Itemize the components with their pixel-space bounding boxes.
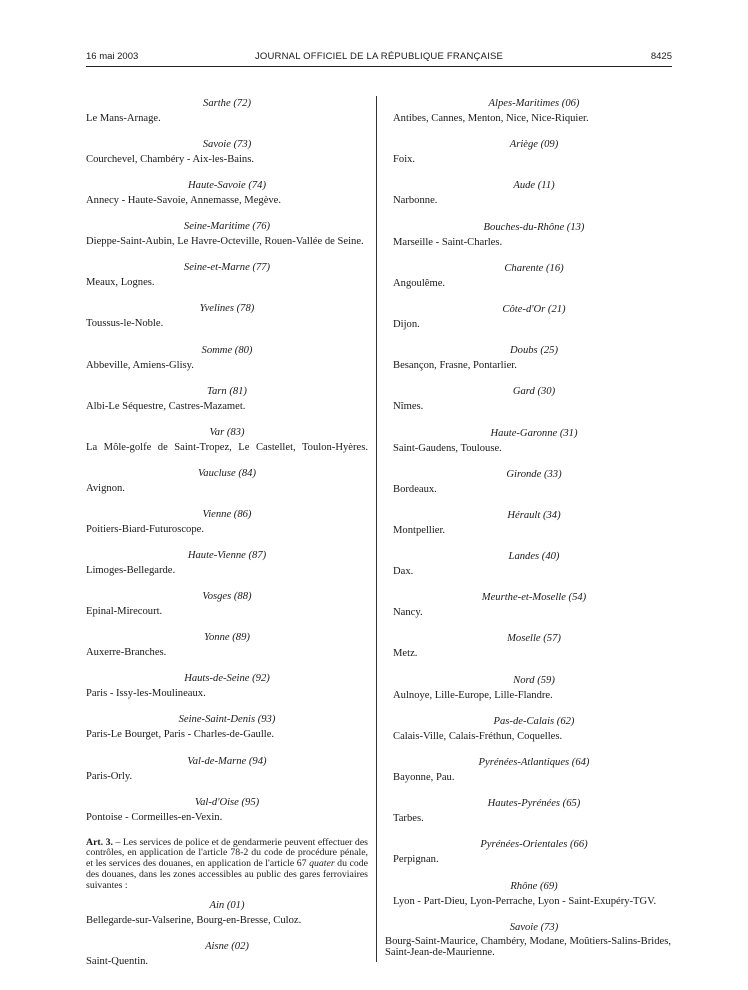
department-entry bbox=[393, 262, 675, 303]
department-entry bbox=[86, 940, 368, 981]
department-heading: Savoie (73) bbox=[509, 921, 559, 933]
station-list: Bourg-Saint-Maurice, Chambéry, Modane, Moûtiers-Salins-Brides, Saint-Jean-de-Maurienne. bbox=[385, 935, 671, 958]
department-heading: Côte-d'Or (21) bbox=[502, 303, 566, 315]
column-divider bbox=[376, 96, 377, 962]
station-list: Nîmes. bbox=[393, 401, 424, 413]
department-entry bbox=[393, 138, 675, 179]
department-entry bbox=[393, 344, 675, 385]
department-entry bbox=[86, 549, 368, 590]
station-list: Dieppe-Saint-Aubin, Le Havre-Octeville, Rouen-Vallée de Seine. bbox=[86, 236, 364, 248]
department-entry bbox=[393, 221, 675, 262]
department-heading: Charente (16) bbox=[504, 262, 564, 274]
left-entries-after bbox=[86, 899, 368, 981]
station-list: Calais-Ville, Calais-Fréthun, Coquelles. bbox=[393, 730, 563, 742]
station-list: Montpellier. bbox=[393, 524, 446, 536]
department-heading: Aisne (02) bbox=[205, 940, 249, 952]
department-entry bbox=[86, 302, 368, 343]
station-list: Saint-Gaudens, Toulouse. bbox=[393, 442, 502, 454]
department-entry bbox=[393, 179, 675, 220]
station-list: Paris-Le Bourget, Paris - Charles-de-Gaulle. bbox=[86, 729, 275, 741]
department-heading: Vienne (86) bbox=[202, 508, 252, 520]
department-entry bbox=[393, 427, 675, 468]
department-heading: Vosges (88) bbox=[202, 591, 252, 603]
station-list: Le Mans-Arnage. bbox=[86, 113, 161, 124]
station-list: Annecy - Haute-Savoie, Annemasse, Megève. bbox=[86, 195, 282, 207]
station-list: Bordeaux. bbox=[393, 483, 437, 495]
department-heading: Seine-Maritime (76) bbox=[183, 221, 271, 233]
department-heading: Tarn (81) bbox=[207, 385, 247, 397]
department-entry bbox=[86, 755, 368, 796]
department-entry bbox=[86, 385, 368, 426]
station-list: Saint-Quentin. bbox=[86, 955, 149, 967]
article-label: Art. 3. bbox=[86, 836, 113, 848]
department-entry bbox=[393, 97, 675, 138]
department-entry bbox=[86, 796, 368, 837]
department-entry bbox=[385, 921, 675, 962]
department-heading: Vaucluse (84) bbox=[198, 467, 256, 479]
department-entry bbox=[86, 508, 368, 549]
station-list: Tarbes. bbox=[393, 813, 424, 825]
station-list: La Môle-golfe de Saint-Tropez, Le Castellet, Toulon-Hyères. bbox=[86, 441, 368, 453]
department-heading: Moselle (57) bbox=[507, 633, 561, 645]
department-heading: Val-de-Marne (94) bbox=[187, 755, 267, 767]
station-list: Paris-Orly. bbox=[86, 770, 133, 782]
article-3 bbox=[86, 838, 368, 891]
department-heading: Seine-et-Marne (77) bbox=[183, 262, 271, 274]
department-entry bbox=[86, 590, 368, 631]
department-heading: Pas-de-Calais (62) bbox=[493, 715, 575, 727]
station-list: Bayonne, Pau. bbox=[393, 772, 455, 783]
department-entry bbox=[393, 880, 675, 921]
header-date: 16 mai 2003 bbox=[86, 51, 139, 62]
department-heading: Aude (11) bbox=[513, 180, 555, 192]
department-heading: Ain (01) bbox=[209, 899, 245, 911]
department-entry bbox=[86, 220, 368, 261]
header-page-number: 8425 bbox=[650, 51, 672, 62]
station-list: Paris - Issy-les-Moulineaux. bbox=[86, 688, 206, 700]
department-heading: Var (83) bbox=[209, 426, 245, 438]
department-heading: Hérault (34) bbox=[507, 509, 561, 521]
department-heading: Somme (80) bbox=[201, 344, 253, 356]
department-heading: Doubs (25) bbox=[510, 345, 558, 357]
department-heading: Rhône (69) bbox=[510, 880, 558, 892]
page-header bbox=[86, 51, 672, 65]
left-column bbox=[86, 97, 368, 981]
department-entry bbox=[86, 467, 368, 508]
station-list: Bellegarde-sur-Valserine, Bourg-en-Bresse, Culoz. bbox=[86, 914, 302, 926]
department-entry bbox=[393, 468, 675, 509]
department-heading: Bouches-du-Rhône (13) bbox=[483, 221, 585, 233]
department-heading: Ariège (09) bbox=[509, 139, 559, 151]
department-entry bbox=[86, 261, 368, 302]
department-heading: Haute-Garonne (31) bbox=[490, 427, 578, 439]
department-heading: Hauts-de-Seine (92) bbox=[184, 673, 270, 685]
header-divider bbox=[86, 66, 672, 67]
station-list: Lyon - Part-Dieu, Lyon-Perrache, Lyon - Saint-Exupéry-TGV. bbox=[393, 895, 657, 907]
station-list: Angoulême. bbox=[393, 277, 446, 289]
department-heading: Gard (30) bbox=[512, 386, 556, 398]
station-list: Toussus-le-Noble. bbox=[86, 318, 164, 330]
article-text-italic: quater bbox=[309, 858, 335, 870]
department-entry bbox=[393, 838, 675, 879]
station-list: Aulnoye, Lille-Europe, Lille-Flandre. bbox=[393, 689, 553, 701]
station-list: Perpignan. bbox=[393, 854, 439, 866]
station-list: Auxerre-Branches. bbox=[86, 647, 167, 659]
station-list: Albi-Le Séquestre, Castres-Mazamet. bbox=[86, 400, 246, 412]
department-entry bbox=[86, 426, 368, 467]
department-heading: Gironde (33) bbox=[506, 468, 562, 480]
department-entry bbox=[86, 899, 368, 940]
department-heading: Pyrénées-Orientales (66) bbox=[480, 839, 588, 851]
station-list: Meaux, Lognes. bbox=[86, 277, 155, 289]
department-heading: Meurthe-et-Moselle (54) bbox=[481, 592, 587, 604]
right-entries bbox=[385, 97, 675, 962]
department-entry bbox=[86, 179, 368, 220]
department-entry bbox=[393, 509, 675, 550]
department-heading: Haute-Savoie (74) bbox=[188, 180, 266, 192]
station-list: Nancy. bbox=[393, 607, 423, 619]
department-entry bbox=[86, 713, 368, 754]
department-heading: Yvelines (78) bbox=[199, 303, 255, 315]
department-entry bbox=[393, 674, 675, 715]
department-entry bbox=[393, 550, 675, 591]
department-entry bbox=[393, 303, 675, 344]
department-entry bbox=[393, 385, 675, 426]
department-entry bbox=[393, 632, 675, 673]
station-list: Antibes, Cannes, Menton, Nice, Nice-Riquier. bbox=[393, 113, 589, 124]
station-list: Dijon. bbox=[393, 318, 420, 330]
department-heading: Hautes-Pyrénées (65) bbox=[487, 798, 581, 810]
station-list: Avignon. bbox=[86, 482, 125, 494]
department-heading: Haute-Vienne (87) bbox=[187, 550, 267, 562]
department-heading: Alpes-Maritimes (06) bbox=[488, 98, 580, 109]
article-text-after: du code des douanes, dans les zones accessibles au public des gares ferroviaires suivantes : bbox=[86, 858, 368, 891]
department-entry bbox=[86, 672, 368, 713]
department-entry bbox=[393, 756, 675, 797]
department-entry bbox=[393, 797, 675, 838]
article-text-before: – Les services de police et de gendarmerie peuvent effectuer des contrôles, en application de l'article 78-2 du code de procédure pénale, et les services des douanes, en application de l'article 67 bbox=[86, 836, 368, 870]
station-list: Limoges-Bellegarde. bbox=[86, 565, 176, 577]
station-list: Metz. bbox=[393, 648, 418, 660]
department-heading: Landes (40) bbox=[508, 551, 560, 563]
department-heading: Yonne (89) bbox=[204, 632, 250, 644]
department-entry bbox=[86, 631, 368, 672]
department-heading: Sarthe (72) bbox=[203, 98, 251, 109]
department-heading: Val-d'Oise (95) bbox=[194, 796, 260, 808]
department-entry bbox=[393, 591, 675, 632]
department-heading: Pyrénées-Atlantiques (64) bbox=[478, 757, 590, 768]
station-list: Abbeville, Amiens-Glisy. bbox=[86, 359, 194, 371]
department-heading: Savoie (73) bbox=[202, 139, 252, 151]
department-entry bbox=[393, 715, 675, 756]
department-entry bbox=[86, 344, 368, 385]
station-list: Besançon, Frasne, Pontarlier. bbox=[393, 360, 517, 372]
station-list: Dax. bbox=[393, 566, 414, 578]
department-entry bbox=[86, 138, 368, 179]
department-entry bbox=[86, 97, 368, 138]
station-list: Pontoise - Cormeilles-en-Vexin. bbox=[86, 811, 223, 823]
right-column bbox=[385, 97, 675, 962]
header-journal-title: JOURNAL OFFICIEL DE LA RÉPUBLIQUE FRANÇAISE bbox=[254, 51, 504, 62]
station-list: Marseille - Saint-Charles. bbox=[393, 236, 503, 248]
department-heading: Seine-Saint-Denis (93) bbox=[178, 714, 276, 726]
left-entries-before bbox=[86, 97, 368, 837]
department-heading: Nord (59) bbox=[513, 674, 555, 686]
station-list: Narbonne. bbox=[393, 195, 438, 207]
station-list: Courchevel, Chambéry - Aix-les-Bains. bbox=[86, 154, 254, 166]
station-list: Poitiers-Biard-Futuroscope. bbox=[86, 523, 204, 535]
station-list: Epinal-Mirecourt. bbox=[86, 606, 163, 618]
station-list: Foix. bbox=[393, 154, 416, 166]
